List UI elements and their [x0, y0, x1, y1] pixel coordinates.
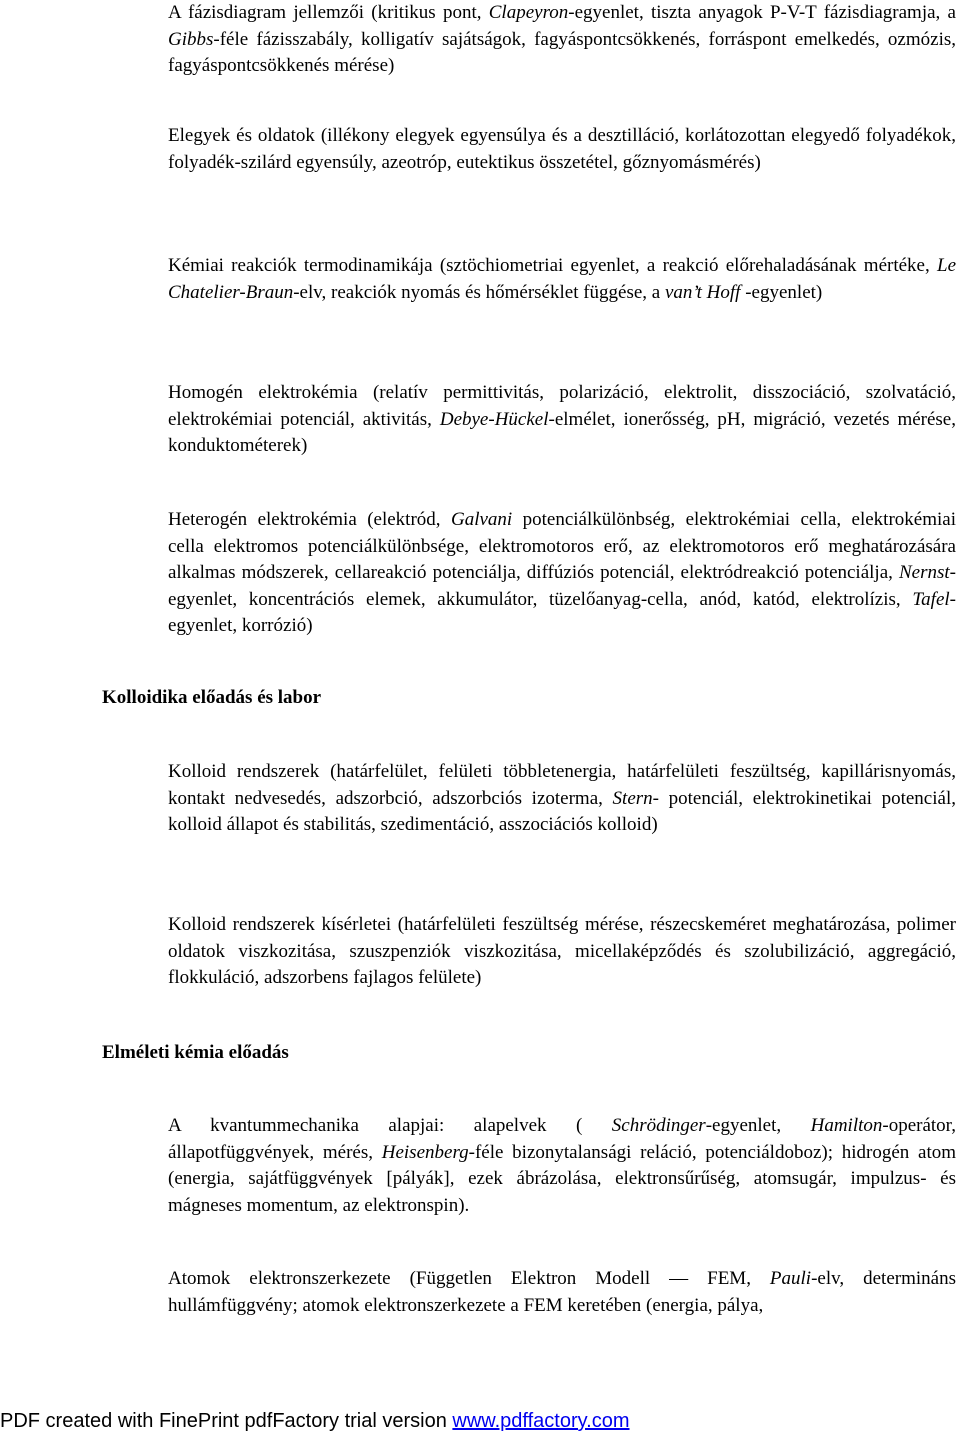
text-run: Atomok elektronszerkezete (Független Elektron Modell — FEM,	[168, 1268, 770, 1289]
paragraph-elegyek	[168, 123, 956, 176]
text-run: -operátor, állapotfüggvények, mérés,	[168, 1115, 956, 1163]
text-run: Kémiai reakciók termodinamikája (sztöchiometriai egyenlet, a reakció előrehaladásának mértéke,	[168, 255, 937, 276]
italic-name: Clapeyron	[488, 2, 569, 23]
text-run: -féle bizonytalansági reláció, potenciáldoboz); hidrogén atom (energia, sajátfüggvények [pályák], ezek ábrázolása, elektronsűrűség, atomsugár, impulzus- és mágneses momentum, az elektronspin).	[168, 1141, 957, 1216]
text-run: Kolloid rendszerek (határfelület, felületi többletenergia, határfelületi feszültség, kapillárisnyomás, kontakt nedvesedés, adszorbció, adszorbciós izoterma,	[168, 761, 956, 809]
text-run: -egyenlet, korrózió)	[168, 588, 956, 636]
italic-name: Galvani	[450, 509, 513, 530]
paragraph-kemiai-reakciok	[168, 253, 956, 306]
italic-name: Le Chatelier-Braun	[168, 255, 956, 303]
italic-name: Gibbs	[168, 28, 214, 50]
paragraph-kolloid-kiserletek	[168, 912, 956, 992]
text-run: Homogén elektrokémia (relatív permittivitás, polarizáció, elektrolit, disszociáció, szolvatáció, elektrokémiai potenciál, aktivitás,	[168, 382, 956, 430]
heading-kolloidika: Kolloidika előadás és labor	[102, 687, 322, 708]
italic-name: Heisenberg	[381, 1141, 469, 1163]
paragraph-kvantummechanika	[168, 1113, 956, 1219]
text-run: -elv, reakciók nyomás és hőmérséklet függése, a	[293, 281, 665, 303]
text-run: -egyenlet, koncentrációs elemek, akkumulátor, tüzelőanyag-cella, anód, katód, elektrolízis,	[168, 562, 956, 610]
paragraph-homogen	[168, 380, 956, 460]
text-run: -egyenlet)	[740, 281, 823, 303]
italic-name: Schrödinger	[611, 1115, 706, 1136]
italic-name: Tafel	[912, 588, 950, 610]
paragraph-fazisdiagram	[168, 0, 956, 80]
italic-name: Hamilton	[810, 1115, 883, 1136]
paragraph-kolloid-rendszerek	[168, 759, 956, 839]
text-run: -féle fázisszabály, kolligatív sajátságok, fagyáspontcsökkenés, forráspont emelkedés, ozmózis, fagyáspontcsökkenés mérése)	[168, 28, 956, 76]
text-run: -egyenlet, tiszta anyagok P-V-T fázisdiagramja, a	[568, 2, 956, 23]
text-run: -elv, determináns hullámfüggvény; atomok elektronszerkezete a FEM keretében (energia, pálya,	[168, 1268, 956, 1316]
heading-elmeleti: Elméleti kémia előadás	[102, 1042, 289, 1063]
pdf-footer	[0, 1408, 630, 1434]
text-run: A fázisdiagram jellemzői (kritikus pont,	[168, 2, 489, 23]
paragraph-heterogen	[168, 507, 956, 640]
text-run: -elmélet, ionerősség, pH, migráció, vezetés mérése, konduktométerek)	[168, 408, 956, 456]
paragraph-atomok	[168, 1266, 956, 1319]
italic-name: Debye-Hückel	[439, 408, 549, 430]
italic-name: van’t Hoff	[665, 281, 741, 303]
italic-name: Pauli	[769, 1268, 812, 1289]
text-run: Elegyek és oldatok (illékony elegyek egyensúlya és a desztilláció, korlátozottan elegyedő folyadékok, folyadék-szilárd egyensúly, azeotróp, eutektikus összetétel, gőznyomásmérés)	[168, 125, 956, 173]
footer-text: PDF created with FinePrint pdfFactory trial version	[0, 1410, 453, 1432]
text-run: A kvantummechanika alapjai: alapelvek (	[168, 1115, 612, 1136]
text-run: Kolloid rendszerek kísérletei (határfelületi feszültség mérése, részecskeméret meghatározása, polimer oldatok viszkozitása, szuszpenziók viszkozitása, micellaképződés és szolubilizáció, aggregáció, flokkuláció, adszorbens fajlagos felülete)	[168, 914, 956, 988]
text-run: potenciálkülönbség, elektrokémiai cella, elektrokémiai cella elektromos potenciálkülönbsége, elektromotoros erő, az elektromotoros erő meghatározására alkalmas módszerek, cellareakció potenciálja, diffúziós potenciál, elektródreakció potenciálja,	[168, 509, 956, 583]
text-run: -egyenlet,	[705, 1115, 811, 1136]
footer-link[interactable]: www.pdffactory.com	[452, 1410, 630, 1432]
text-run: Heterogén elektrokémia (elektród,	[168, 509, 451, 530]
italic-name: Nernst	[898, 562, 950, 583]
text-run: - potenciál, elektrokinetikai potenciál, kolloid állapot és stabilitás, szedimentáció, asszociációs kolloid)	[168, 787, 956, 835]
italic-name: Stern	[612, 787, 653, 809]
